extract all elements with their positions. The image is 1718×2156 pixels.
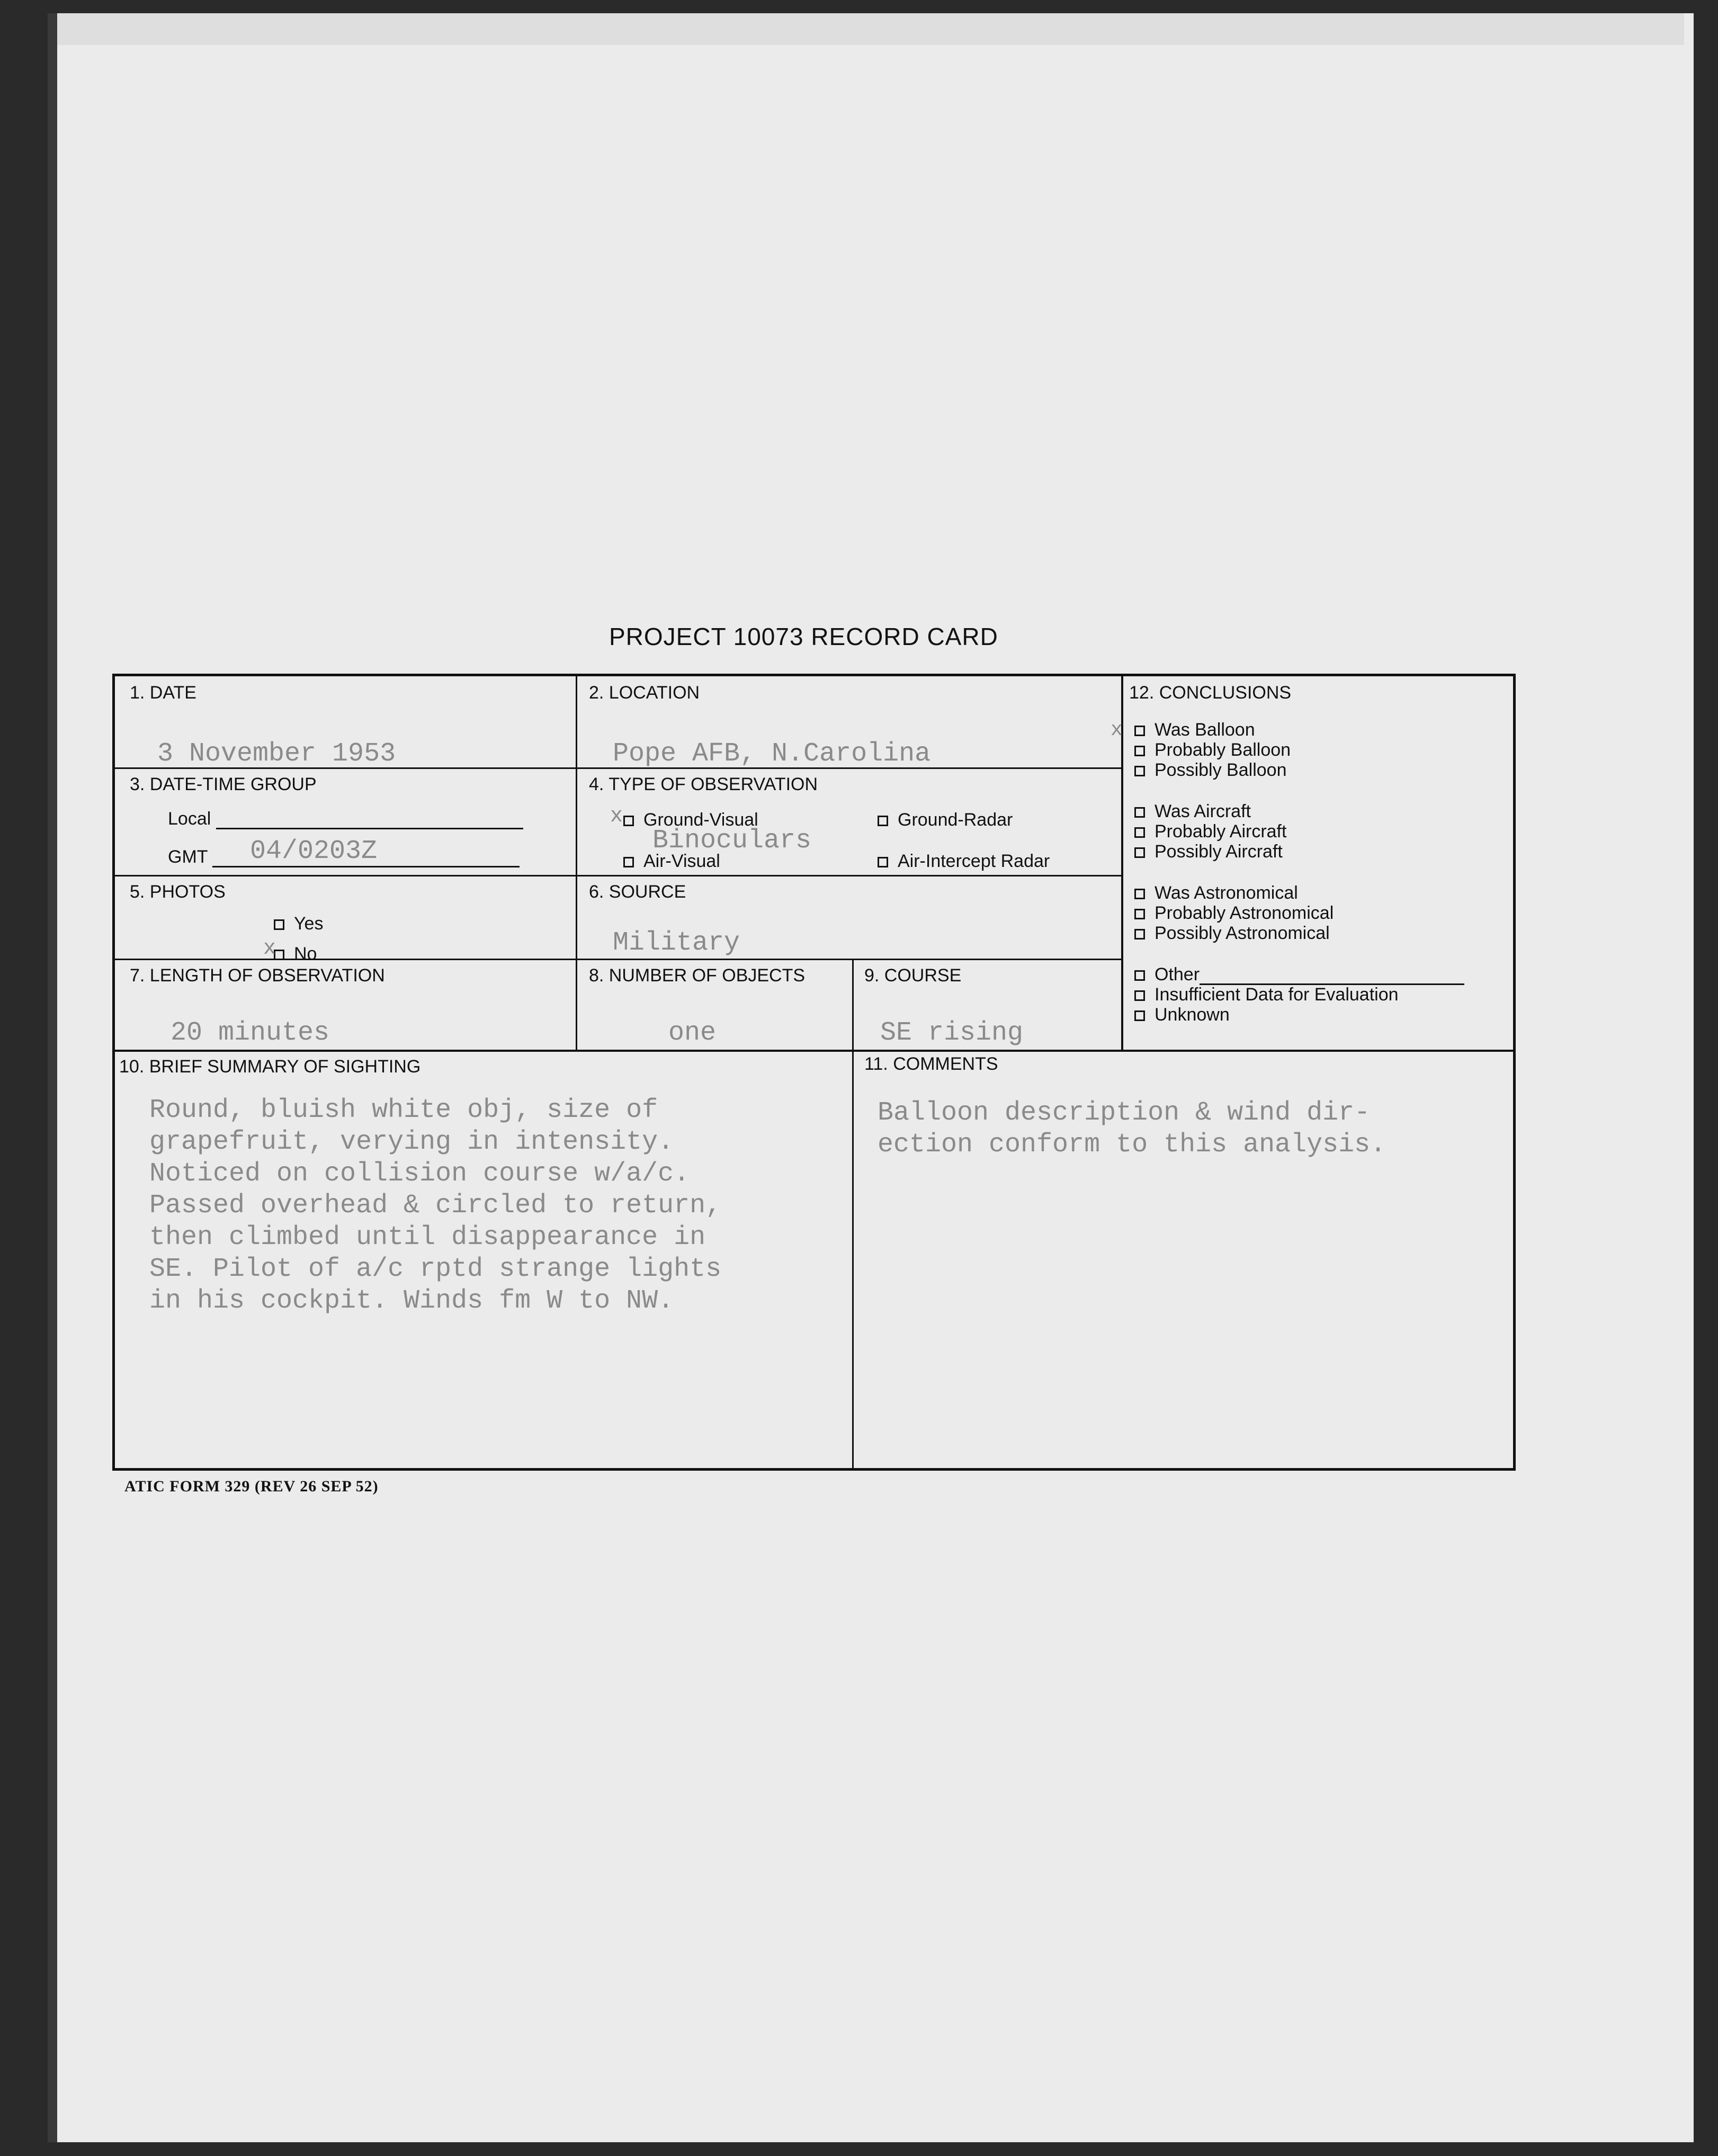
conclusion-was-balloon[interactable]: Was Balloon: [1134, 720, 1255, 740]
col-divider-3: [852, 959, 854, 1468]
ground-radar-checkbox[interactable]: [878, 816, 888, 826]
was-astronomical-checkbox[interactable]: [1134, 889, 1145, 899]
gmt-label: GMT: [168, 847, 208, 867]
air-visual-checkbox[interactable]: [623, 857, 634, 867]
unknown-checkbox[interactable]: [1134, 1010, 1145, 1021]
gmt-value: 04/0203Z: [250, 836, 378, 866]
local-line: [216, 828, 523, 829]
comments-line: Balloon description & wind dir-: [878, 1098, 1371, 1128]
was-balloon-checkbox[interactable]: [1134, 726, 1145, 736]
date-label: 1. DATE: [130, 683, 196, 703]
form-footer: ATIC FORM 329 (REV 26 SEP 52): [124, 1478, 379, 1495]
conclusion-possibly-astronomical[interactable]: Possibly Astronomical: [1134, 923, 1330, 944]
summary-line: Passed overhead & circled to return,: [149, 1191, 722, 1221]
possibly-balloon-checkbox[interactable]: [1134, 766, 1145, 776]
observation-typed-note: Binoculars: [652, 826, 812, 856]
option-ground-visual[interactable]: Ground-Visual: [623, 810, 758, 830]
conclusion-was-astronomical[interactable]: Was Astronomical: [1134, 883, 1298, 903]
conclusion-probably-aircraft[interactable]: Probably Aircraft: [1134, 821, 1286, 842]
was-balloon-check-mark: x: [1111, 719, 1123, 741]
photos-yes-checkbox[interactable]: [274, 919, 284, 930]
probably-astronomical-checkbox[interactable]: [1134, 909, 1145, 919]
probably-aircraft-checkbox[interactable]: [1134, 827, 1145, 838]
col-divider-1: [576, 676, 577, 1050]
insufficient-data-checkbox[interactable]: [1134, 990, 1145, 1001]
conclusion-insufficient-data[interactable]: Insufficient Data for Evaluation: [1134, 985, 1399, 1005]
card-title: PROJECT 10073 RECORD CARD: [609, 623, 998, 650]
comments-label: 11. COMMENTS: [864, 1054, 998, 1074]
number-of-objects-label: 8. NUMBER OF OBJECTS: [589, 965, 806, 986]
comments-text: [878, 1097, 1386, 1161]
conclusion-unknown[interactable]: Unknown: [1134, 1005, 1230, 1025]
option-photos-no[interactable]: No: [274, 944, 317, 964]
conclusion-possibly-aircraft[interactable]: Possibly Aircraft: [1134, 842, 1283, 862]
conclusion-possibly-balloon[interactable]: Possibly Balloon: [1134, 760, 1286, 781]
local-row: [168, 809, 523, 829]
row-divider-4: [115, 1050, 1513, 1052]
photos-no-check-mark: x: [263, 937, 276, 961]
type-of-observation-label: 4. TYPE OF OBSERVATION: [589, 774, 818, 794]
summary-line: SE. Pilot of a/c rptd strange lights: [149, 1254, 722, 1284]
source-label: 6. SOURCE: [589, 882, 686, 902]
possibly-astronomical-checkbox[interactable]: [1134, 929, 1145, 940]
photos-label: 5. PHOTOS: [130, 882, 226, 902]
air-intercept-radar-checkbox[interactable]: [878, 857, 888, 867]
summary-line: then climbed until disappearance in: [149, 1222, 706, 1253]
summary-line: in his cockpit. Winds fm W to NW.: [149, 1286, 674, 1316]
option-air-intercept-radar[interactable]: Air-Intercept Radar: [878, 851, 1050, 872]
option-ground-radar[interactable]: Ground-Radar: [878, 810, 1013, 830]
source-value: Military: [613, 928, 740, 958]
length-of-observation-value: 20 minutes: [171, 1018, 330, 1048]
conclusions-label: 12. CONCLUSIONS: [1129, 683, 1292, 703]
possibly-aircraft-checkbox[interactable]: [1134, 847, 1145, 858]
record-card: [112, 674, 1516, 1471]
length-of-observation-label: 7. LENGTH OF OBSERVATION: [130, 965, 385, 986]
other-checkbox[interactable]: [1134, 970, 1145, 981]
summary-line: grapefruit, verying in intensity.: [149, 1127, 674, 1157]
brief-summary-text: [149, 1095, 721, 1317]
local-label: Local: [168, 809, 211, 829]
location-label: 2. LOCATION: [589, 683, 700, 703]
date-value: 3 November 1953: [157, 739, 396, 769]
conclusion-was-aircraft[interactable]: Was Aircraft: [1134, 801, 1251, 822]
ground-visual-check-mark: x: [610, 804, 623, 828]
brief-summary-label: 10. BRIEF SUMMARY OF SIGHTING: [119, 1057, 421, 1077]
probably-balloon-checkbox[interactable]: [1134, 746, 1145, 756]
course-label: 9. COURSE: [864, 965, 962, 986]
row-divider-2: [115, 875, 1121, 876]
number-of-objects-value: one: [668, 1018, 717, 1048]
comments-line: ection conform to this analysis.: [878, 1130, 1386, 1160]
option-photos-yes[interactable]: Yes: [274, 914, 323, 934]
location-value: Pope AFB, N.Carolina: [613, 739, 931, 769]
ground-visual-checkbox[interactable]: [623, 816, 634, 826]
conclusion-probably-balloon[interactable]: Probably Balloon: [1134, 740, 1291, 761]
summary-line: Noticed on collision course w/a/c.: [149, 1159, 690, 1189]
date-time-group-label: 3. DATE-TIME GROUP: [130, 774, 317, 794]
option-air-visual[interactable]: Air-Visual: [623, 851, 720, 872]
paper-top-edge: [57, 13, 1684, 45]
conclusion-probably-astronomical[interactable]: Probably Astronomical: [1134, 903, 1334, 924]
conclusion-other[interactable]: Other: [1134, 964, 1464, 985]
summary-line: Round, bluish white obj, size of: [149, 1095, 658, 1125]
was-aircraft-checkbox[interactable]: [1134, 807, 1145, 818]
course-value: SE rising: [880, 1018, 1024, 1048]
